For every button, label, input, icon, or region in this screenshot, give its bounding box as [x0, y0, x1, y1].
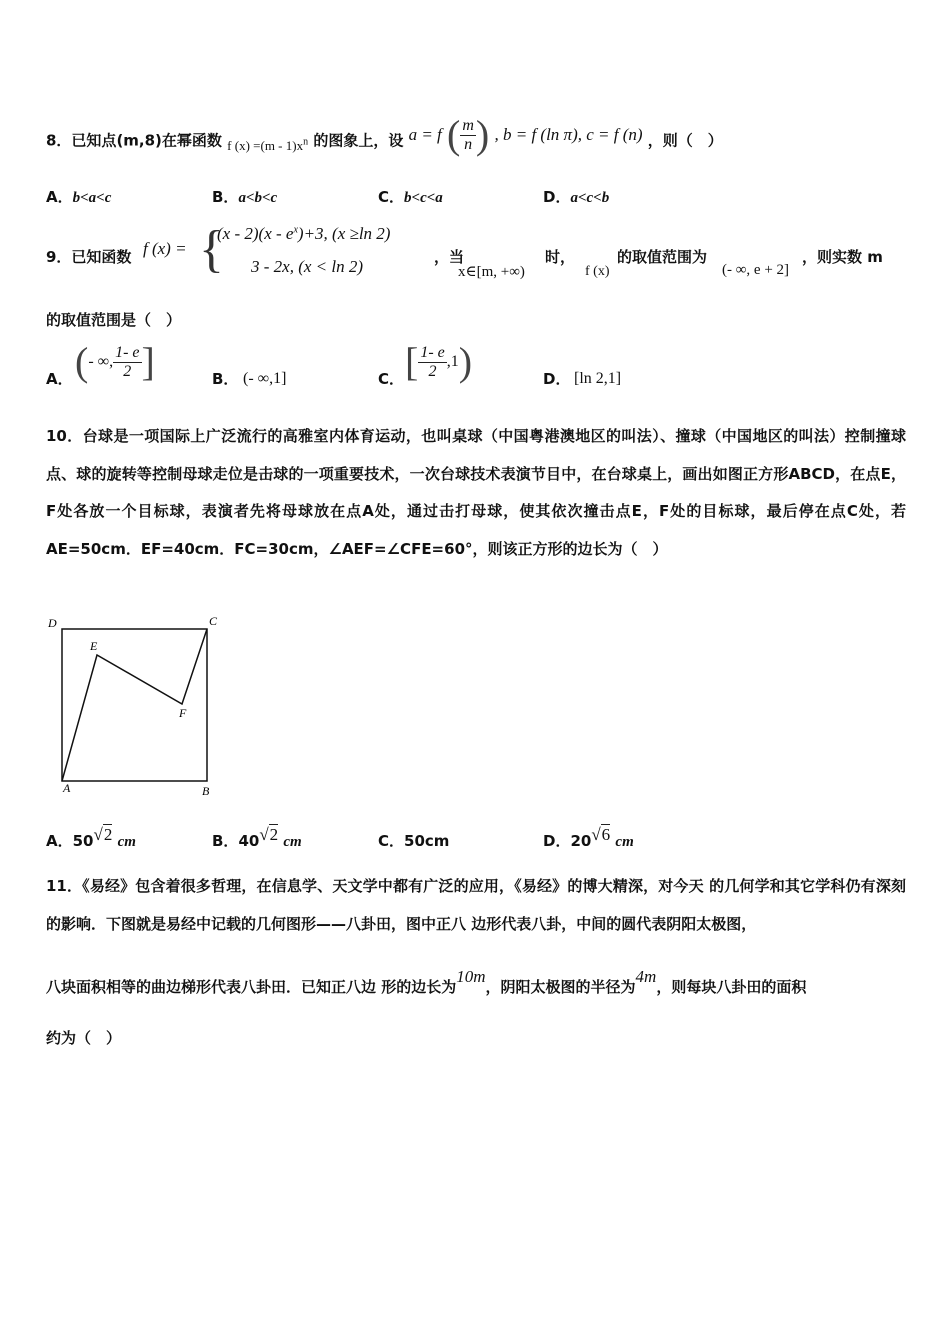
q9-fx2: f (x) [585, 264, 610, 279]
q9-option-c-expr: [ $\frac{1- e}{2}$ ,1) [405, 339, 473, 384]
q9-option-d[interactable]: D． [543, 370, 571, 388]
q9-option-b-expr: (- ∞,1] [243, 370, 287, 387]
q9-function-def: f (x) = { $(x - 2)(x - e^x)+3$, (x ≥ln 2) 3 - 2x, (x < ln 2) [143, 221, 391, 278]
q9-tail: ，则实数 m [802, 248, 883, 266]
q8-paren-left: ( [447, 112, 461, 157]
q8-option-c[interactable]: C．b<c<a [378, 188, 443, 206]
label-f: F [179, 706, 187, 720]
q9-case2: 3 - 2x, (x < ln 2) [251, 257, 364, 276]
q10-option-d[interactable]: D．20√6 cm [543, 825, 634, 850]
q8-option-d[interactable]: D．a<c<b [543, 188, 610, 206]
q9-lead: 9．已知函数 [46, 248, 132, 266]
q8-paren-right: ) [475, 112, 490, 157]
q8-a-eq: a = f [408, 124, 442, 144]
ball-path [62, 629, 207, 781]
label-c: C [209, 614, 218, 628]
q8-stem [46, 112, 723, 161]
label-b: B [202, 784, 210, 798]
q8-tail1: 的图象上，设 [313, 131, 404, 150]
q11-p3: 约为（ ） [46, 1029, 122, 1047]
q8-bc: , b = f (ln π), c = f (n) [494, 124, 643, 144]
q11-radius: 4m [635, 967, 657, 986]
q9-domain: x∈[m, +∞) [458, 264, 525, 280]
q9-option-d-expr: [ln 2,1] [574, 370, 622, 387]
q8-fx: f $(x) =(m - 1)x^n$ [227, 136, 309, 153]
label-d: D [48, 616, 57, 630]
label-e: E [90, 639, 98, 653]
q8-in-power: 在幂函数 [161, 131, 222, 150]
q8-fraction: $\frac{m}{n}$ [462, 116, 474, 153]
q9-option-a[interactable]: A． [46, 370, 73, 388]
q10-option-a[interactable]: A．50√2 cm [46, 825, 136, 850]
q9-option-c[interactable]: C． [378, 370, 405, 388]
q10-stem: 10．台球是一项国际上广泛流行的高雅室内体育运动，也叫桌球（中国粤港澳地区的叫法）、撞球（中国地区的叫法）控制撞球点、球的旋转等控制母球走位是击球的一项重要技术，一次台球技术表演节目中，在台球桌上，画出如图正方形ABCD，在点E，F处各放一个目标球，表演者先将母球放在点A处，通过击打母球，使其依次撞击点E，F处的目标球，最后停在点C处，若AE=50cm．EF=40cm．FC=30cm，∠AEF=∠CFE=60°，则该正方形的边长为（ ） [46, 427, 906, 558]
q11-p2: 八块面积相等的曲边梯形代表八卦田．已知正八边 形的边长为10m，阴阳太极图的半径为4m，则每块八卦田的面积 [46, 967, 807, 996]
q9-brace: { [199, 221, 224, 278]
q11-side: 10m [456, 967, 486, 986]
q8-point: (m,8) [116, 131, 162, 150]
q9-when: ，当 [434, 248, 465, 266]
q9-case1: $(x - 2)(x - e^x)+3$, (x ≥ln 2) [217, 224, 391, 243]
q10-option-b[interactable]: B．40√2 cm [212, 825, 302, 850]
q9-line2: 的取值范围是（ ） [46, 311, 182, 329]
q10-option-c[interactable]: C．50cm [378, 832, 450, 850]
q8-option-a[interactable]: A．b<a<c [46, 188, 112, 206]
q10-figure [44, 612, 224, 802]
q9-range-text: 的取值范围为 [617, 248, 708, 266]
label-a: A [63, 781, 71, 795]
q9-option-b[interactable]: B． [212, 370, 239, 388]
q8-lead: 8．已知点 [46, 131, 117, 150]
q8-tail2: ，则（ ） [647, 131, 723, 150]
q9-range: (- ∞, e + 2] [722, 262, 790, 278]
q9-option-a-expr: (- ∞, $\frac{1- e}{2}$ ] [75, 339, 155, 384]
q9-shi: 时， [545, 248, 576, 266]
q8-option-b[interactable]: B．a<b<c [212, 188, 278, 206]
q11-p1: 11．《易经》包含着很多哲理，在信息学、天文学中都有广泛的应用，《易经》的博大精深，对今天 的几何学和其它学科仍有深刻的影响．下图就是易经中记载的几何图形——八卦田，图中正八 边形代表八卦，中间的圆代表阴阳太极图， [46, 877, 906, 933]
